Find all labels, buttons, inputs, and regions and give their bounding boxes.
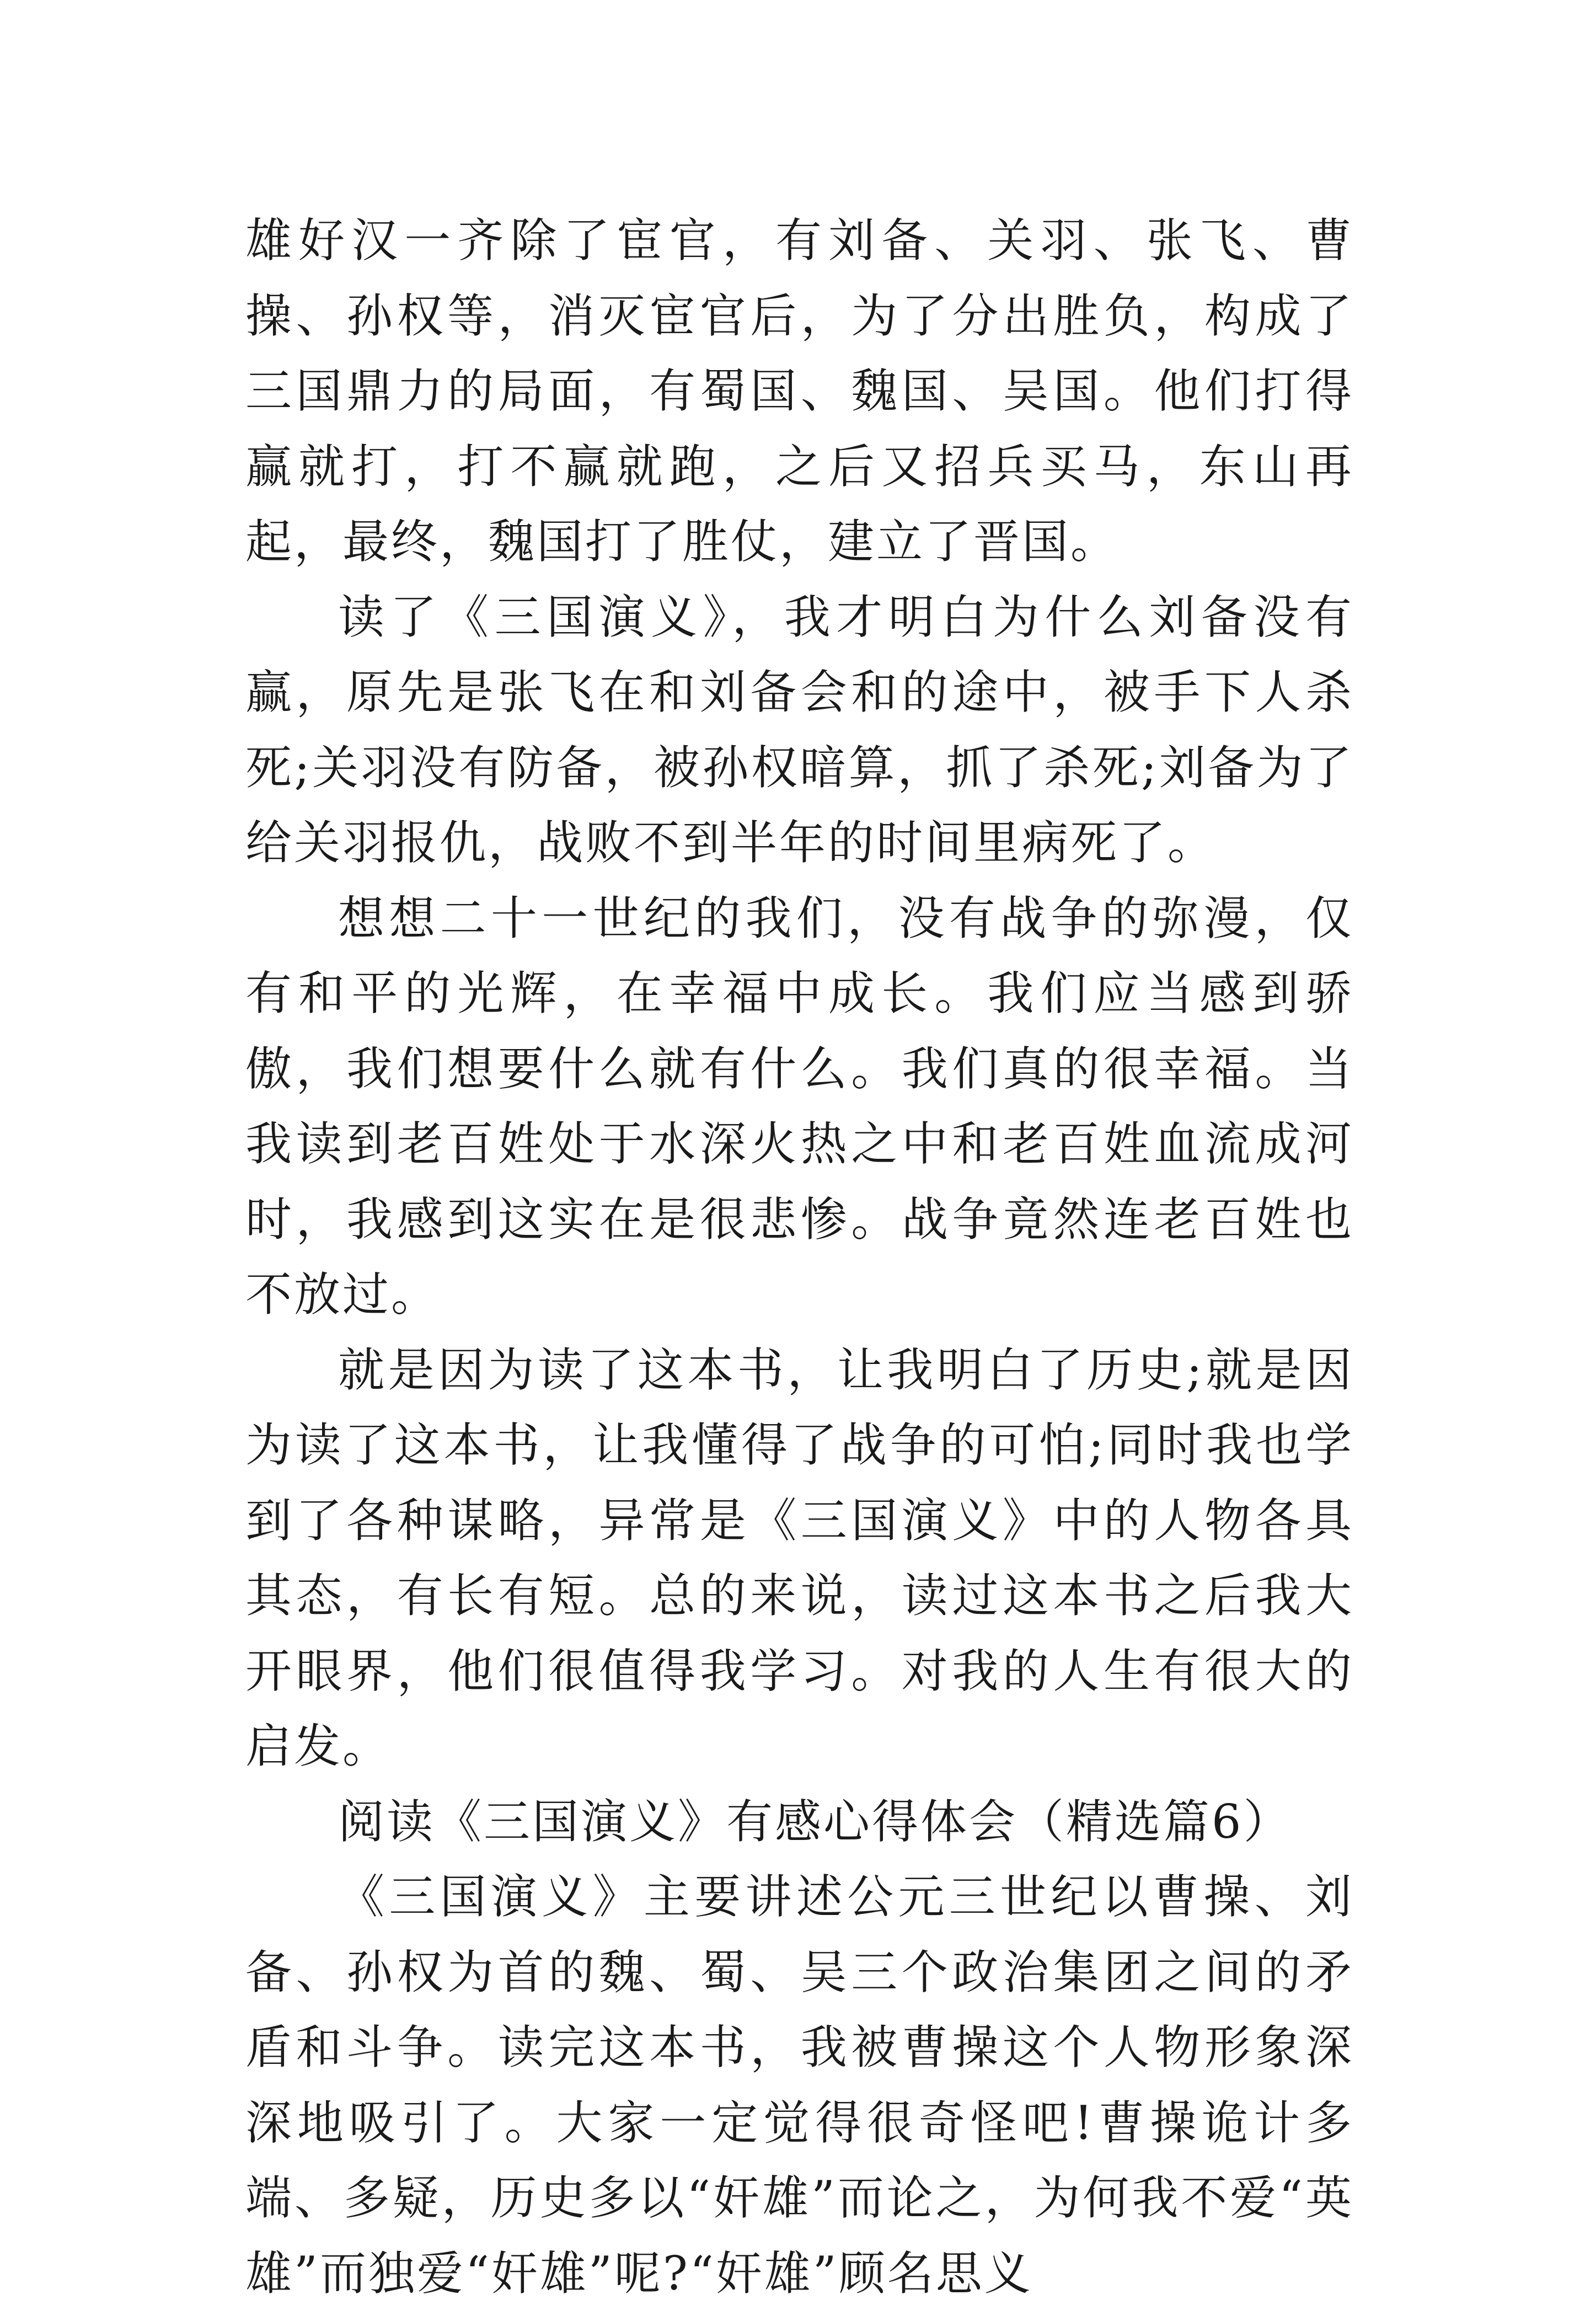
paragraph-modern-reflection: 想想二十一世纪的我们，没有战争的弥漫，仅有和平的光辉，在幸福中成长。我们应当感到骄傲，我们想要什么就有什么。我们真的很幸福。当我读到老百姓处于水深火热之中和老百姓血流成河时，我感到这实在是很悲惨。战争竟然连老百姓也不放过。 (245, 891, 1354, 1322)
section-heading: 阅读《三国演义》有感心得体会（精选篇6） (338, 1794, 1292, 1849)
paragraph-continuation: 雄好汉一齐除了宦官，有刘备、关羽、张飞、曹操、孙权等，消灭宦官后，为了分出胜负，构成了三国鼎力的局面，有蜀国、魏国、吴国。他们打得赢就打，打不赢就跑，之后又招兵买马，东山再起，最终，魏国打了胜仗，建立了晋国。 (245, 213, 1354, 569)
paragraph-cao-cao: 《三国演义》主要讲述公元三世纪以曹操、刘备、孙权为首的魏、蜀、吴三个政治集团之间的矛盾和斗争。读完这本书，我被曹操这个人物形象深深地吸引了。大家一定觉得很奇怪吧!曹操诡计多端、多疑，历史多以“奸雄”而论之，为何我不爱“英雄”而独爱“奸雄”呢?“奸雄”顾名思义 (245, 1870, 1354, 2301)
document-body (245, 203, 1354, 2311)
paragraph-liu-bei-defeat: 读了《三国演义》，我才明白为什么刘备没有赢，原先是张飞在和刘备会和的途中，被手下人杀死;关羽没有防备，被孙权暗算，抓了杀死;刘备为了给关羽报仇，战败不到半年的时间里病死了。 (245, 590, 1354, 870)
paragraph-book-lessons: 就是因为读了这本书，让我明白了历史;就是因为读了这本书，让我懂得了战争的可怕;同时我也学到了各种谋略，异常是《三国演义》中的人物各具其态，有长有短。总的来说，读过这本书之后我大开眼界，他们很值得我学习。对我的人生有很大的启发。 (245, 1342, 1354, 1773)
